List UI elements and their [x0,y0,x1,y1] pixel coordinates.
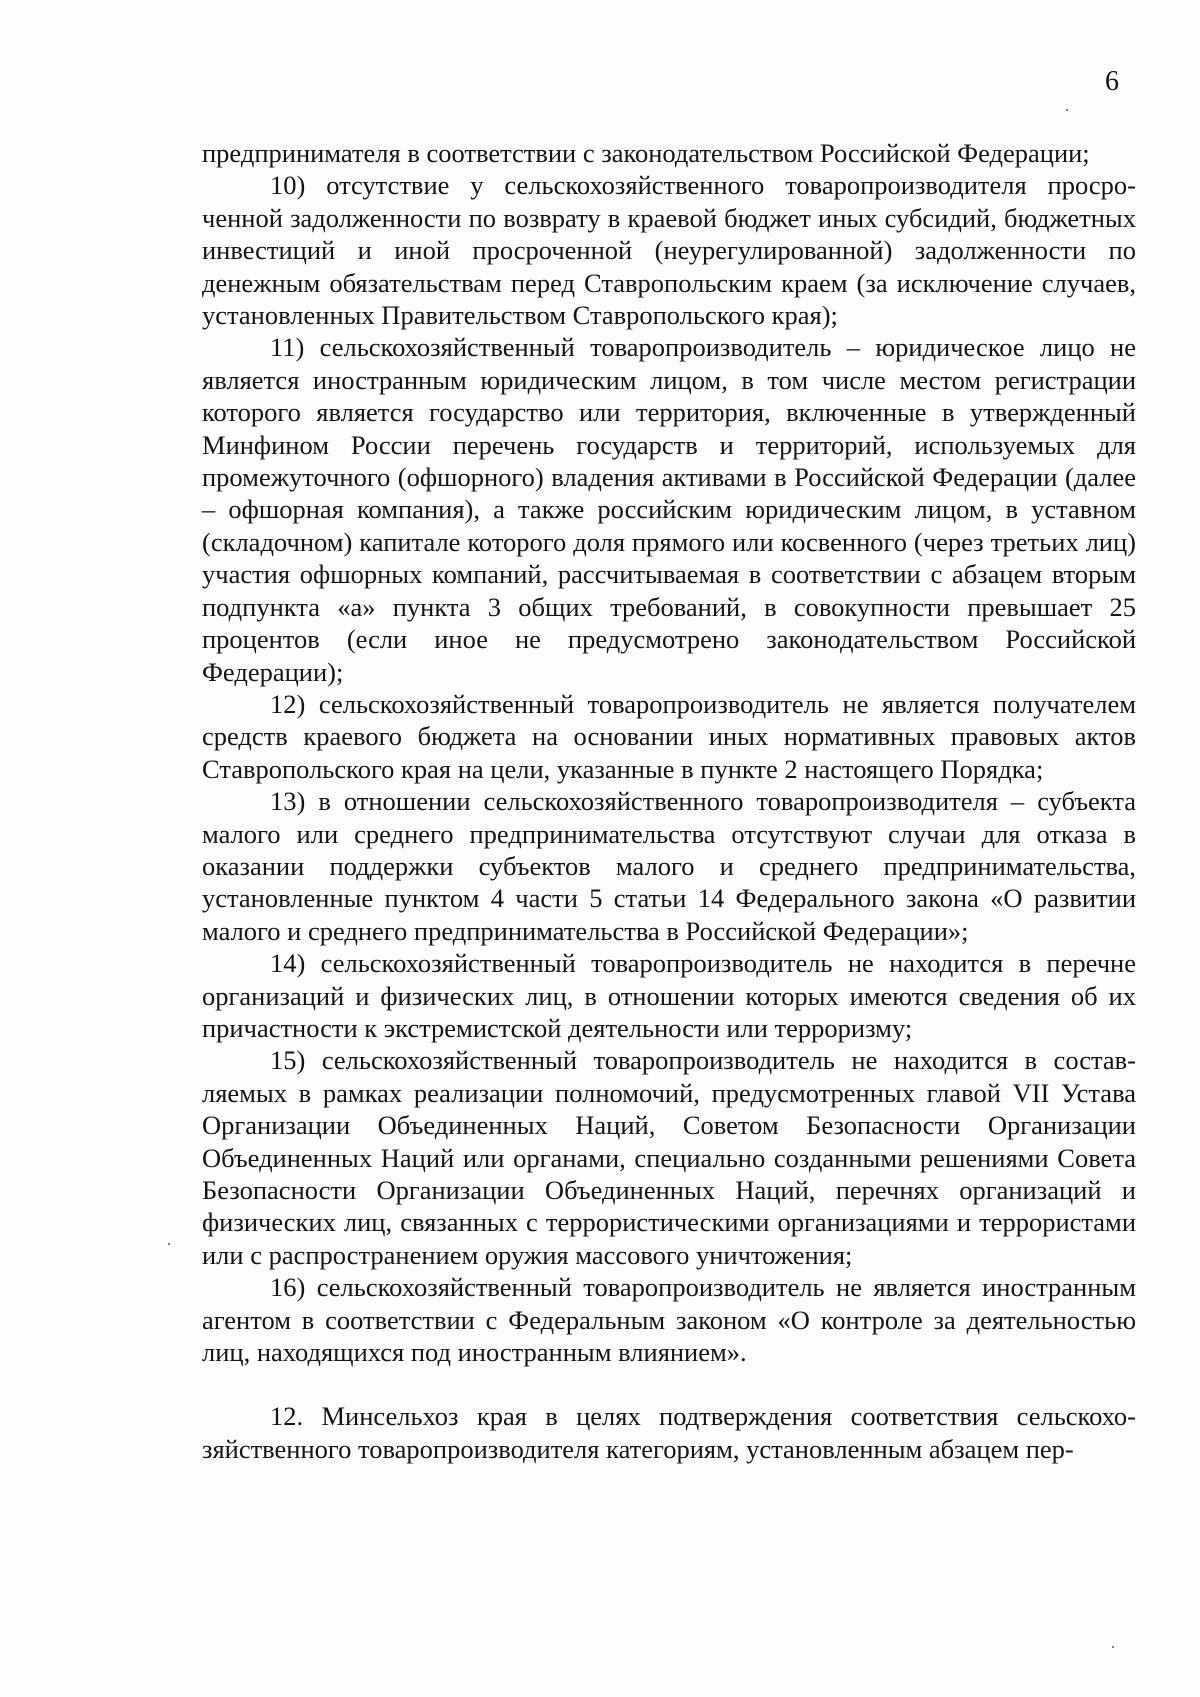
paragraph-item-13: 13) в отношении сельскохозяйственного товаропроизводителя – субъекта малого или среднего предпринимательства отсутствуют случаи для отказа в оказании поддержки субъектов малого и среднего предпринимательства, установленные пунктом 4 части 5 статьи 14 Федерального закона «О развитии малого и среднего предпринимательства в Российской Федерации»; [202,786,1136,946]
paragraph-item-10: 10) отсутствие у сельскохозяйственного товаропроизводителя просроченной задолженности по возврату в краевой бюджет иных субсидий, бюджетных инвестиций и иной просроченной (неурегулированной) задолженности по денежным обязательствам перед Ставропольским краем (за исключение случаев, установленных Правительством Ставропольского края); [202,170,1136,331]
document-body [202,137,1136,1465]
scan-speck [168,1243,170,1245]
scan-speck [1066,109,1068,111]
paragraph-continuation: предпринимателя в соответствии с законодательством Российской Федерации; [202,138,1090,168]
paragraph-item-11: 11) сельскохозяйственный товаропроизводитель – юридическое лицо не является иностранным юридическим лицом, в том числе местом регистрации которого является государство или территория, включенные в утвержденный Минфином России перечень государств и территорий, используемых для промежуточного (офшорного) владения активами в Российской Федерации (далее – офшорная компания), а также российским юридическим лицом, в уставном (складочном) капитале которого доля прямого или косвенного (через третьих лиц) участия офшорных компаний, рассчитываемая в соответствии с абзацем вторым подпункта «а» пункта 3 общих требований, в совокупности превышает 25 процентов (если иное не предусмотрено законодательством Российской Федерации); [202,332,1136,687]
paragraph-item-16: 16) сельскохозяйственный товаропроизводитель не является иностранным агентом в соответствии с Федеральным законом «О контроле за деятельностью лиц, находящихся под иностранным влиянием». [202,1272,1136,1368]
scan-speck [1112,1646,1114,1648]
paragraph-item-12: 12) сельскохозяйственный товаропроизводитель не является получателем средств краевого бюджета на основании иных нормативных правовых актов Ставропольского края на цели, указанные в пункте 2 настоящего Порядка; [202,688,1136,784]
paragraph-item-14: 14) сельскохозяйственный товаропроизводитель не находится в перечне организаций и физических лиц, в отношении которых имеются сведения об их причастности к экстремистской деятельности или терроризму; [202,948,1136,1043]
paragraph-section-12: 12. Минсельхоз края в целях подтверждения соответствия сельскохозяйственного товаропроизводителя категориям, установленным абзацем пер- [202,1401,1136,1464]
page-number: 6 [1105,66,1119,97]
paragraph-item-15: 15) сельскохозяйственный товаропроизводитель не находится в составляемых в рамках реализации полномочий, предусмотренных главой VII Устава Организации Объединенных Наций, Советом Безопасности Организации Объединенных Наций или органами, специально созданными решениями Совета Безопасности Организации Объединенных Наций, перечнях организаций и физических лиц, связанных с террористическими организациями и террористами или с распространением оружия массового уничтожения; [202,1045,1136,1270]
